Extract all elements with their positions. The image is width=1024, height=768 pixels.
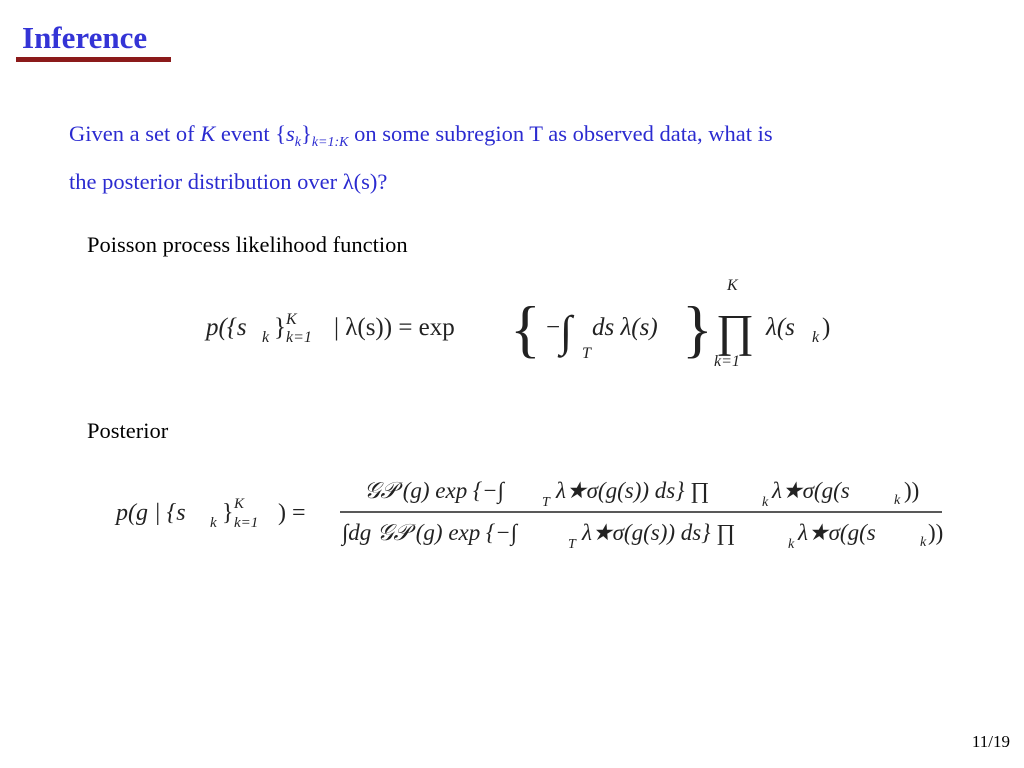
posterior-heading: Posterior (87, 418, 169, 443)
post-num-prod-sub: k (762, 495, 769, 510)
post-lhs-brace: } (222, 500, 234, 526)
intro-paragraph (69, 114, 969, 201)
lik-lhs-sup: K (286, 311, 297, 328)
lik-factor-k: k (812, 329, 820, 346)
post-num-end-k: k (894, 493, 901, 508)
lik-close-brace: } (682, 293, 713, 364)
post-den-prod-sub: k (788, 537, 795, 552)
post-lhs-sub: k=1 (234, 515, 259, 531)
lik-integrand: ds λ(s) (592, 314, 658, 341)
post-den-mid: λ★σ(g(s)) ds} ∏ (582, 520, 736, 545)
lik-lhs-k: k (262, 329, 270, 346)
lik-product-sup: K (727, 277, 738, 294)
intro-k: k (294, 135, 301, 150)
intro-text: event { (215, 121, 287, 146)
lik-product-sub: k=1 (714, 353, 740, 370)
lik-minus: − (546, 314, 561, 341)
lik-open-brace: { (510, 293, 541, 364)
post-den-int-sub: T (568, 537, 576, 552)
intro-lambda: λ (342, 169, 354, 194)
intro-s: s (286, 121, 295, 146)
lik-factor-close: ) (822, 314, 831, 341)
intro-text: the posterior distribution over (69, 169, 343, 194)
likelihood-heading: Poisson process likelihood function (87, 232, 408, 257)
lik-lhs-brace: } (274, 314, 286, 341)
post-num-end-close: )) (904, 478, 920, 503)
lik-lhs-sub: k=1 (286, 329, 312, 346)
post-denominator: ∫dg 𝒢𝒫 (g) exp {−∫ (342, 520, 518, 545)
post-den-end: λ★σ(g(s (798, 520, 876, 545)
lik-integral-sub: T (582, 345, 591, 362)
post-num-end: λ★σ(g(s (772, 478, 850, 503)
lik-lhs-rest: | λ(s)) = exp (334, 314, 455, 341)
intro-K: K (200, 121, 216, 146)
post-den-end-k: k (920, 535, 927, 550)
title-underline (16, 57, 171, 62)
post-lhs: p(g | {s (116, 500, 186, 526)
post-num-mid: λ★σ(g(s)) ds} ∏ (556, 478, 710, 503)
page-number: 11/19 (971, 732, 1010, 751)
intro-text: (s)? (353, 169, 388, 194)
post-numerator: 𝒢𝒫 (g) exp {−∫ (364, 478, 504, 503)
lik-factor: λ(s (766, 314, 795, 341)
likelihood-equation (200, 272, 860, 372)
posterior-equation (112, 468, 952, 558)
post-lhs-k: k (210, 515, 217, 531)
lik-lhs: p({s (206, 314, 247, 341)
lik-integral: ∫ (560, 307, 573, 356)
post-lhs-close: ) = (278, 500, 306, 526)
intro-text: } (301, 121, 312, 146)
intro-range: k=1:K (311, 135, 349, 150)
post-num-int-sub: T (542, 495, 550, 510)
intro-text: Given a set of (69, 121, 201, 146)
intro-text: on some subregion T as observed data, what is (348, 121, 773, 146)
lik-product: ∏ (716, 305, 754, 356)
slide-title: Inference (22, 20, 148, 55)
post-lhs-sup: K (234, 496, 245, 512)
post-den-end-close: )) (928, 520, 944, 545)
